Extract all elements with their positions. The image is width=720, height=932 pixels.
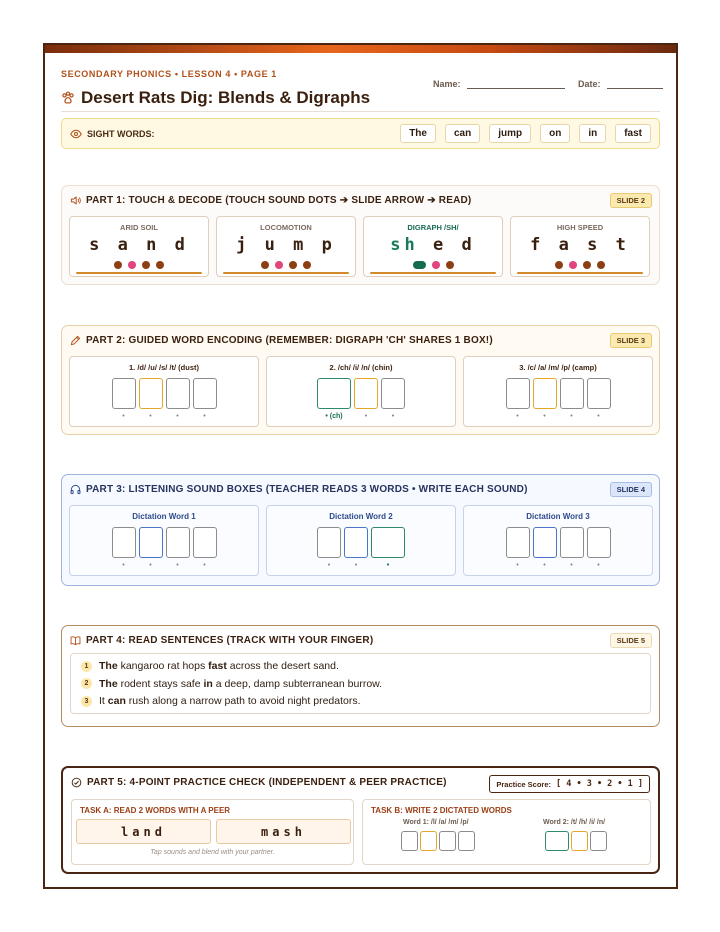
sound-dot[interactable] (275, 261, 283, 269)
part2-sound-boxes (464, 378, 652, 409)
part3-label: Dictation Word 3 (526, 512, 590, 521)
name-field[interactable] (433, 79, 565, 89)
part3-heading (70, 484, 528, 495)
decode-word (511, 235, 649, 255)
sound-tick: • (391, 413, 395, 420)
part3-card (266, 505, 456, 576)
sound-tick: • (570, 562, 573, 569)
sight-words-bar (61, 118, 660, 149)
part3-sound-boxes (464, 527, 652, 558)
sight-word-highlight: The (99, 677, 118, 690)
part3-sound-boxes (70, 527, 258, 558)
decode-card-label: ARID SOIL (120, 223, 158, 232)
part3-label: Dictation Word 2 (329, 512, 393, 521)
word-grapheme: n (146, 235, 161, 255)
sound-box[interactable] (401, 831, 418, 851)
sound-tick: • (327, 562, 331, 569)
part3-sound-ticks (267, 562, 455, 569)
part3-slide-badge: SLIDE 4 (610, 482, 652, 497)
sentences-card (70, 653, 651, 714)
decode-card (69, 216, 209, 277)
sound-box[interactable] (139, 527, 163, 558)
word-grapheme: e (432, 235, 448, 255)
sound-dots (511, 261, 649, 269)
sound-box[interactable] (193, 378, 217, 409)
sound-box[interactable] (587, 527, 611, 558)
part2-sound-ticks (267, 413, 455, 420)
sight-words-heading (70, 128, 155, 140)
sound-dot[interactable] (597, 261, 605, 269)
part5-heading (71, 777, 447, 788)
part2-card (266, 356, 456, 427)
paw-icon (61, 91, 75, 105)
sound-box[interactable] (420, 831, 437, 851)
slide-arrow[interactable] (370, 272, 496, 274)
sound-box[interactable] (587, 378, 611, 409)
sound-box[interactable] (344, 527, 368, 558)
practice-score-label: Practice Score: (496, 779, 551, 789)
task-b-card (362, 799, 651, 865)
book-icon (70, 635, 81, 646)
word-grapheme: d (461, 235, 476, 255)
sight-words-label: SIGHT WORDS: (87, 128, 155, 139)
name-label: Name: (433, 79, 461, 89)
part3-sound-ticks (70, 562, 258, 569)
sound-tick: • (543, 413, 546, 420)
word-grapheme: u (264, 235, 279, 255)
sound-box[interactable] (317, 527, 341, 558)
sound-dot[interactable] (555, 261, 563, 269)
sound-tick: • (176, 562, 179, 569)
part4-title: PART 4: READ SENTENCES (TRACK WITH YOUR FINGER) (86, 635, 374, 646)
sight-word-highlight: can (107, 695, 126, 707)
word-grapheme: j (236, 235, 251, 255)
sentence-fragment: a deep, damp subterranean burrow. (212, 677, 383, 690)
sound-tick: • (149, 562, 152, 569)
part3-title: PART 3: LISTENING SOUND BOXES (TEACHER READS 3 WORDS • WRITE EACH SOUND) (86, 484, 528, 495)
decode-card-label: LOCOMOTION (260, 223, 312, 232)
sound-box[interactable] (439, 831, 456, 851)
sight-word: fast (615, 124, 651, 143)
speaker-icon (70, 195, 81, 206)
sound-box[interactable] (560, 527, 584, 558)
part1-title: PART 1: TOUCH & DECODE (TOUCH SOUND DOTS ➔ SLIDE ARROW ➔ READ) (86, 195, 472, 206)
page-title-row (61, 88, 370, 108)
part3-sound-ticks (464, 562, 652, 569)
part3-card (463, 505, 653, 576)
part3-card (69, 505, 259, 576)
sound-dots (70, 261, 208, 269)
sentence-fragment: rodent stays safe (117, 677, 204, 690)
decode-card-label: HIGH SPEED (556, 223, 604, 232)
headphones-icon (70, 484, 81, 495)
sound-dots (217, 261, 355, 269)
slide-arrow[interactable] (517, 272, 643, 274)
part1-slide-badge: SLIDE 2 (610, 193, 652, 208)
task-b-title: TASK B: WRITE 2 DICTATED WORDS (371, 806, 512, 815)
sound-dot[interactable] (303, 261, 311, 269)
sound-tick: • (203, 562, 206, 569)
sound-dot[interactable] (261, 261, 269, 269)
sound-dot[interactable] (413, 261, 426, 269)
sound-dots (364, 261, 502, 269)
sound-box[interactable] (560, 378, 584, 409)
sentence-text (99, 660, 339, 672)
sound-tick: • (122, 562, 125, 569)
part3-panel (61, 474, 660, 586)
sound-dot[interactable] (583, 261, 591, 269)
dictated-word1-boxes (401, 831, 475, 851)
eye-icon (70, 128, 82, 140)
sound-tick: • (203, 413, 206, 420)
sentence-row (81, 678, 382, 690)
header-divider (61, 111, 660, 112)
worksheet-page (43, 43, 678, 889)
decode-card (216, 216, 356, 277)
sentence-fragment: rush along a narrow path to avoid night predators. (125, 695, 361, 707)
sentence-text (99, 678, 382, 690)
word-grapheme: a (558, 235, 573, 255)
lesson-subtitle: SECONDARY PHONICS • LESSON 4 • PAGE 1 (61, 69, 277, 79)
part4-slide-badge: SLIDE 5 (610, 633, 652, 648)
sight-word-highlight: fast (208, 660, 227, 672)
sound-box[interactable] (506, 527, 530, 558)
part2-title: PART 2: GUIDED WORD ENCODING (REMEMBER: DIGRAPH 'CH' SHARES 1 BOX!) (86, 335, 493, 346)
dictated-word2-boxes (545, 831, 607, 851)
sound-dot[interactable] (446, 261, 454, 269)
task-a-hint: Tap sounds and blend with your partner. (150, 849, 275, 856)
practice-score (489, 775, 650, 793)
part4-heading (70, 635, 373, 646)
word-grapheme: sh (390, 235, 419, 255)
sentence-number: 3 (81, 696, 92, 707)
part2-label: 3. /c/ /a/ /m/ /p/ (camp) (519, 363, 597, 372)
sight-word: can (445, 124, 480, 143)
sentence-number: 1 (81, 661, 92, 672)
name-line[interactable] (467, 79, 565, 89)
dictated-word2-label: Word 2: /t/ /h/ /i/ /n/ (543, 819, 606, 826)
sound-box[interactable] (139, 378, 163, 409)
sound-tick: • (597, 413, 600, 420)
sight-word-highlight: The (99, 660, 118, 672)
sound-tick: • (516, 413, 519, 420)
word-grapheme: a (117, 235, 132, 255)
part2-label: 1. /d/ /u/ /s/ /t/ (dust) (128, 363, 199, 372)
part5-panel (61, 766, 660, 874)
top-gradient-bar (45, 45, 676, 53)
part2-card (463, 356, 653, 427)
sound-box[interactable] (112, 527, 136, 558)
part2-slide-badge: SLIDE 3 (610, 333, 652, 348)
part4-panel (61, 625, 660, 727)
sentence-text (99, 695, 361, 707)
sound-dot[interactable] (128, 261, 136, 269)
sound-box[interactable] (381, 378, 405, 409)
sound-dot[interactable] (432, 261, 440, 269)
part3-sound-boxes (267, 527, 455, 558)
date-label: Date: (578, 79, 601, 89)
slide-arrow[interactable] (76, 272, 202, 274)
sound-tick: • (543, 562, 546, 569)
page-title: Desert Rats Dig: Blends & Digraphs (81, 88, 371, 107)
decode-word (364, 235, 502, 255)
sound-tick: • (516, 562, 519, 569)
peer-word: mash (216, 819, 351, 844)
sound-tick: • (364, 413, 368, 420)
word-grapheme: t (615, 235, 630, 255)
sight-word: in (579, 124, 606, 143)
sentence-number: 2 (81, 678, 92, 689)
part2-sound-boxes (70, 378, 258, 409)
decode-card (510, 216, 650, 277)
word-grapheme: s (587, 235, 602, 255)
sound-box[interactable] (533, 527, 557, 558)
sound-tick: • (386, 562, 390, 569)
sight-word: The (400, 124, 436, 143)
part2-heading (70, 335, 493, 346)
sentence-fragment: kangaroo rat hops (117, 660, 209, 672)
sentence-row (81, 660, 339, 672)
decode-card-label: DIGRAPH /SH/ (407, 223, 459, 232)
sound-box[interactable] (166, 527, 190, 558)
word-grapheme: m (293, 235, 308, 255)
sound-box[interactable] (354, 378, 378, 409)
sound-dot[interactable] (114, 261, 122, 269)
dictated-word1-label: Word 1: /l/ /a/ /m/ /p/ (403, 819, 469, 826)
sound-tick: • (ch) (325, 413, 343, 420)
sound-box[interactable] (317, 378, 351, 409)
decode-word (70, 235, 208, 255)
sound-dot[interactable] (569, 261, 577, 269)
part1-panel (61, 185, 660, 285)
sentence-fragment: across the desert sand. (226, 660, 339, 672)
sound-tick: • (149, 413, 152, 420)
word-grapheme: d (174, 235, 189, 255)
sound-dot[interactable] (289, 261, 297, 269)
word-grapheme: s (89, 235, 104, 255)
decode-word (217, 235, 355, 255)
sound-box[interactable] (458, 831, 475, 851)
sound-box[interactable] (371, 527, 405, 558)
slide-arrow[interactable] (223, 272, 349, 274)
peer-word: land (76, 819, 211, 844)
part2-label: 2. /ch/ /i/ /n/ (chin) (329, 363, 393, 372)
sound-tick: • (176, 413, 179, 420)
part5-title: PART 5: 4-POINT PRACTICE CHECK (INDEPENDENT & PEER PRACTICE) (87, 777, 447, 788)
sentence-fragment: It (99, 695, 108, 707)
sound-box[interactable] (590, 831, 607, 851)
part2-card (69, 356, 259, 427)
sound-tick: • (570, 413, 573, 420)
sound-tick: • (354, 562, 358, 569)
sight-word-highlight: in (203, 677, 213, 690)
sound-box[interactable] (545, 831, 569, 851)
sight-word: on (540, 124, 570, 143)
sound-box[interactable] (166, 378, 190, 409)
part1-heading (70, 195, 471, 206)
part2-panel (61, 325, 660, 435)
part2-sound-ticks (70, 413, 258, 420)
check-circle-icon (71, 777, 82, 788)
sight-words-list (400, 124, 651, 143)
sound-box[interactable] (193, 527, 217, 558)
task-a-card (71, 799, 354, 865)
date-field[interactable] (578, 79, 663, 89)
word-grapheme: p (321, 235, 336, 255)
sound-box[interactable] (506, 378, 530, 409)
pencil-icon (70, 335, 81, 346)
practice-score-value: [ 4 • 3 • 2 • 1 ] (556, 779, 643, 789)
date-line[interactable] (607, 79, 663, 89)
sentence-row (81, 695, 361, 707)
part2-sound-ticks (464, 413, 652, 420)
decode-card (363, 216, 503, 277)
sound-tick: • (597, 562, 600, 569)
part2-sound-boxes (267, 378, 455, 409)
sound-dot[interactable] (142, 261, 150, 269)
part3-label: Dictation Word 1 (132, 512, 196, 521)
sound-dot[interactable] (156, 261, 164, 269)
sight-word: jump (489, 124, 531, 143)
sound-tick: • (122, 413, 125, 420)
sound-box[interactable] (533, 378, 557, 409)
task-a-title: TASK A: READ 2 WORDS WITH A PEER (80, 806, 231, 815)
word-grapheme: f (530, 235, 545, 255)
sound-box[interactable] (112, 378, 136, 409)
sound-box[interactable] (571, 831, 588, 851)
